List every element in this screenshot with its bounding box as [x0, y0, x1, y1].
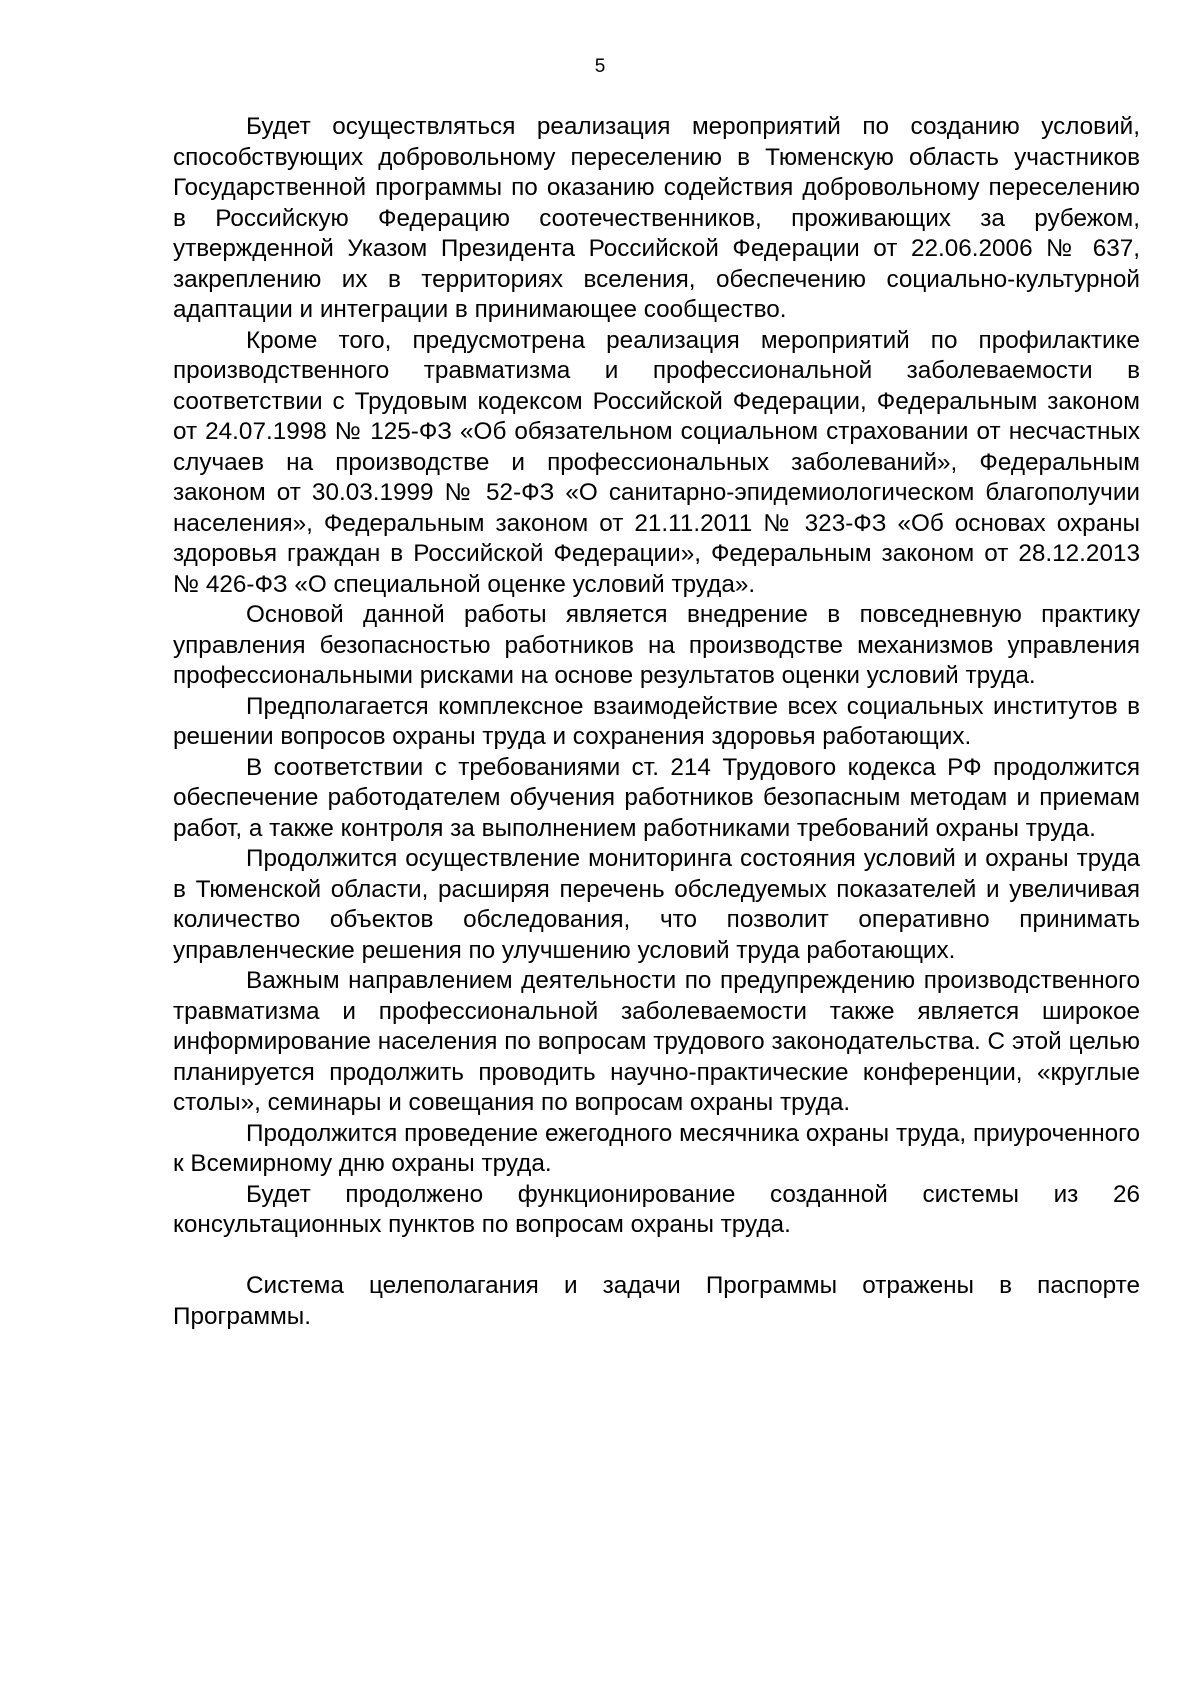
paragraph-monitoring: Продолжится осуществление мониторинга состояния условий и охраны труда в Тюменской области, расширяя перечень обследуемых показателей и увеличивая количество объектов обследования, что позволит оперативно принимать управленческие решения по улучшению условий труда работающих. [173, 845, 1140, 964]
paragraph-risk-management: Основой данной работы является внедрение в повседневную практику управления безопасностью работников на производстве механизмов управления профессиональными рисками на основе результатов оценки условий труда. [173, 601, 1140, 689]
paragraph-training: В соответствии с требованиями ст. 214 Трудового кодекса РФ продолжится обеспечение работодателем обучения работников безопасным методам и приемам работ, а также контроля за выполнением работниками требований охраны труда. [173, 753, 1140, 842]
paragraph-goal-system: Система целеполагания и задачи Программы отражены в паспорте Программы. [173, 1272, 1140, 1330]
paragraph-safety-month: Продолжится проведение ежегодного месячника охраны труда, приуроченного к Всемирному дню охраны труда. [173, 1119, 1140, 1177]
paragraph-injury-prevention: Кроме того, предусмотрена реализация мероприятий по профилактике производственного травматизма и профессиональной заболеваемости в соответствии с Трудовым кодексом Российской Федерации, Федеральным законом от 24.07.1998 № 125-ФЗ «Об обязательном социальном страховании от несчастных случаев на производстве и профессиональных заболеваний», Федеральным законом от 30.03.1999 № 52-ФЗ «О санитарно-эпидемиологическом благополучии населения», Федеральным законом от 21.11.2011 № 323-ФЗ «Об основах охраны здоровья граждан в Российской Федерации», Федеральным законом от 28.12.2013 № 426-ФЗ «О специальной оценке условий труда». [173, 326, 1140, 598]
paragraph-informing: Важным направлением деятельности по предупреждению производственного травматизма и профессиональной заболеваемости также является широкое информирование населения по вопросам трудового законодательства. С этой целью планируется продолжить проводить научно-практические конференции, «круглые столы», семинары и совещания по вопросам охраны труда. [173, 967, 1140, 1116]
page-number: 5 [594, 56, 606, 77]
paragraph-interaction: Предполагается комплексное взаимодействие всех социальных институтов в решении вопросов охраны труда и сохранения здоровья работающих. [173, 692, 1140, 750]
paragraph-resettlement: Будет осуществляться реализация мероприятий по созданию условий, способствующих добровольному переселению в Тюменскую область участников Государственной программы по оказанию содействия добровольному переселению в Российскую Федерацию соотечественников, проживающих за рубежом, утвержденной Указом Президента Российской Федерации от 22.06.2006 № 637, закреплению их в территориях вселения, обеспечению социально-культурной адаптации и интеграции в принимающее сообщество. [173, 113, 1140, 323]
document-body [173, 112, 1140, 1332]
paragraph-consultation-points: Будет продолжено функционирование созданной системы из 26 консультационных пунктов по вопросам охраны труда. [173, 1180, 1140, 1238]
